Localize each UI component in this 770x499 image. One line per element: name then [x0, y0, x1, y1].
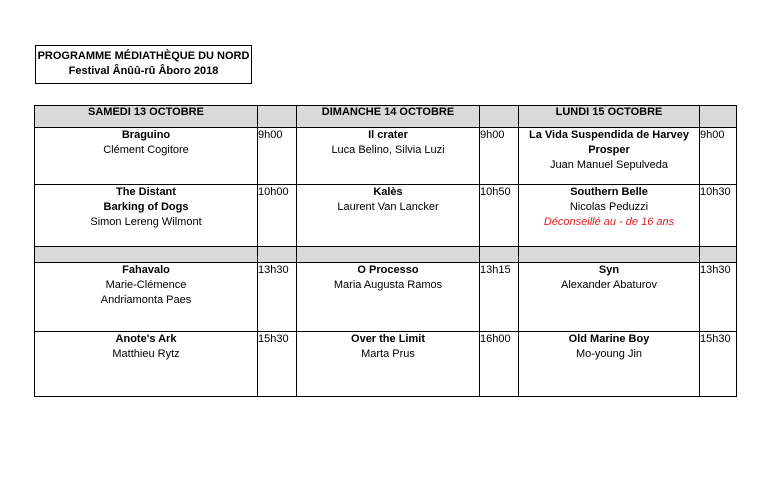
separator-cell	[258, 247, 297, 263]
film-director: Mo-young Jin	[575, 348, 643, 360]
day-header-row	[35, 106, 737, 128]
time-header-cell	[480, 106, 519, 128]
screening-time: 16h00	[480, 332, 519, 397]
time-header-cell	[700, 106, 737, 128]
time-header-cell	[258, 106, 297, 128]
film-cell	[35, 332, 258, 397]
age-warning-note: Déconseillé au - de 16 ans	[543, 216, 675, 228]
film-cell	[35, 128, 258, 185]
screening-time: 10h30	[700, 185, 737, 247]
screening-time: 10h50	[480, 185, 519, 247]
film-title: Syn	[598, 264, 620, 276]
screening-time: 15h30	[700, 332, 737, 397]
screening-time: 9h00	[700, 128, 737, 185]
film-cell	[35, 263, 258, 332]
table-row	[35, 332, 737, 397]
film-title: La Vida Suspendida de Harvey Prosper	[529, 129, 689, 156]
day-header-monday: LUNDI 15 OCTOBRE	[519, 106, 700, 128]
film-director: Matthieu Rytz	[112, 348, 180, 360]
programme-title: PROGRAMME MÉDIATHÈQUE DU NORD	[37, 50, 250, 62]
film-cell	[35, 185, 258, 247]
film-director: Marta Prus	[361, 348, 415, 360]
festival-subtitle: Festival Ânûû-rû Âboro 2018	[68, 65, 219, 77]
day-header-sunday: DIMANCHE 14 OCTOBRE	[297, 106, 480, 128]
film-director: Maria Augusta Ramos	[333, 279, 443, 291]
film-title: O Processo	[357, 264, 419, 276]
film-title: Southern Belle	[570, 186, 648, 198]
separator-cell	[700, 247, 737, 263]
film-director: Nicolas Peduzzi	[569, 201, 649, 213]
film-title: The Distant Barking of Dogs	[103, 186, 189, 213]
film-cell	[297, 263, 480, 332]
separator-row	[35, 247, 737, 263]
film-title: Over the Limit	[351, 333, 425, 345]
film-cell	[519, 263, 700, 332]
film-director: Marie-Clémence Andriamonta Paes	[100, 279, 192, 306]
film-title: Old Marine Boy	[568, 333, 650, 345]
screening-time: 13h15	[480, 263, 519, 332]
separator-cell	[519, 247, 700, 263]
film-director: Simon Lereng Wilmont	[90, 216, 202, 228]
film-cell	[297, 128, 480, 185]
separator-cell	[297, 247, 480, 263]
day-header-saturday: SAMEDI 13 OCTOBRE	[35, 106, 258, 128]
programme-title-box	[35, 45, 252, 84]
separator-cell	[480, 247, 519, 263]
schedule-table	[34, 105, 737, 397]
film-title: Kalès	[373, 186, 403, 198]
film-title: Braguino	[121, 129, 171, 141]
film-director: Clément Cogitore	[103, 144, 189, 156]
film-director: Laurent Van Lancker	[337, 201, 439, 213]
screening-time: 13h30	[700, 263, 737, 332]
film-cell	[519, 128, 700, 185]
table-row	[35, 128, 737, 185]
film-title: Fahavalo	[122, 264, 170, 276]
film-cell	[519, 185, 700, 247]
screening-time: 10h00	[258, 185, 297, 247]
film-cell	[297, 332, 480, 397]
film-title: Anote's Ark	[115, 333, 177, 345]
screening-time: 13h30	[258, 263, 297, 332]
screening-time: 9h00	[258, 128, 297, 185]
film-director: Alexander Abaturov	[560, 279, 657, 291]
film-cell	[297, 185, 480, 247]
screening-time: 15h30	[258, 332, 297, 397]
film-title: Il crater	[368, 129, 408, 141]
film-cell	[519, 332, 700, 397]
screening-time: 9h00	[480, 128, 519, 185]
table-row	[35, 263, 737, 332]
film-director: Luca Belino, Silvia Luzi	[331, 144, 445, 156]
separator-cell	[35, 247, 258, 263]
film-director: Juan Manuel Sepulveda	[549, 159, 669, 171]
table-row	[35, 185, 737, 247]
